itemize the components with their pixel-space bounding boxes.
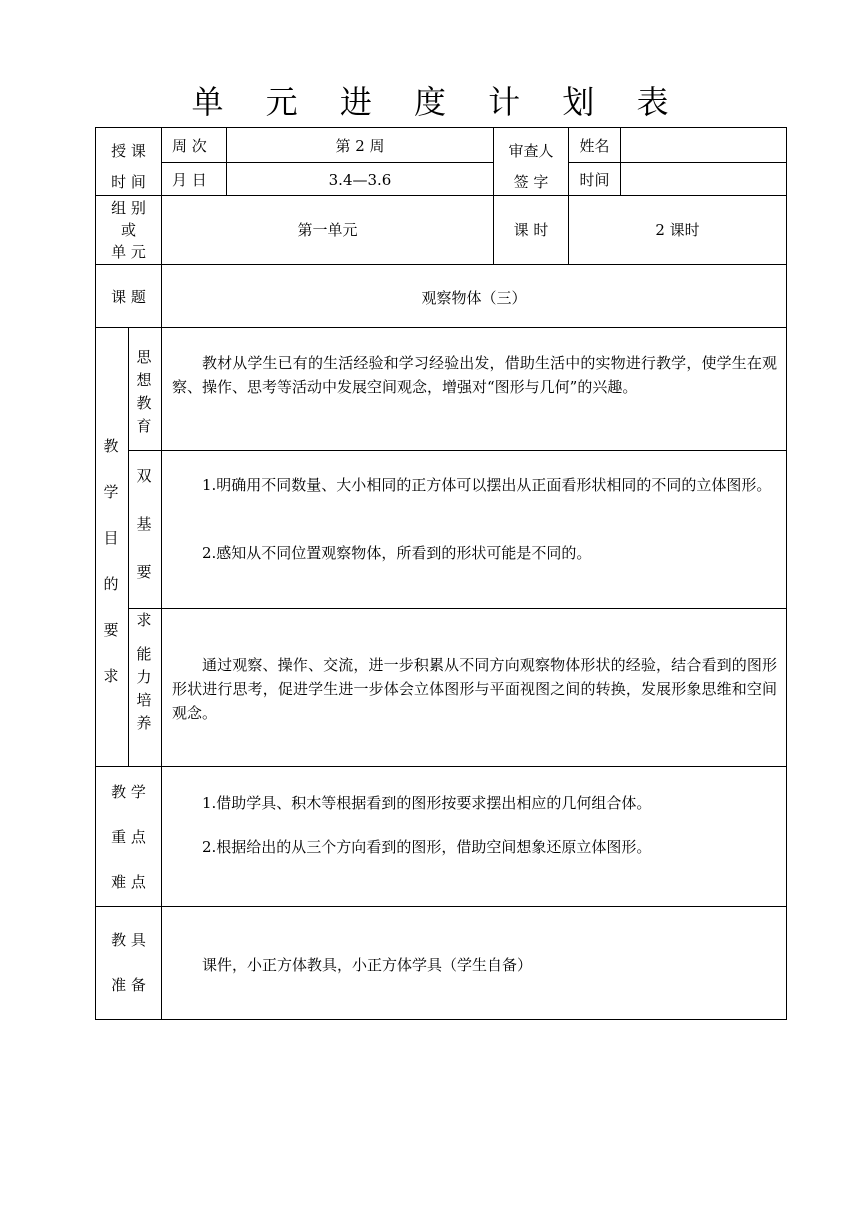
key-points-label-line3: 难 点 [111, 873, 146, 891]
unit-label-line3: 单 元 [111, 243, 146, 261]
ability-label: 能 力 培 养 [136, 645, 152, 732]
teach-time-label-bottom: 时 间 [111, 173, 146, 191]
key-point-2: 2.根据给出的从三个方向看到的图形，借助空间想象还原立体图形。 [202, 838, 652, 856]
page-title: 单 元 进 度 计 划 表 [191, 83, 685, 121]
name-label: 姓名 [579, 137, 610, 155]
teach-time-label-top: 授 课 [111, 142, 146, 160]
moral-text: 教材从学生已有的生活经验和学习经验出发，借助生活中的实物进行教学，使学生在观察、操作、思考等活动中发展空间观念，增强对“图形与几何”的兴趣。 [172, 354, 777, 396]
ability-text: 通过观察、操作、交流，进一步积累从不同方向观察物体形状的经验，结合看到的图形形状进行思考，促进学生进一步体会立体图形与平面视图之间的转换，发展形象思维和空间观念。 [172, 656, 777, 722]
unit-label-line1: 组 别 [111, 199, 146, 217]
topic-label: 课 题 [111, 288, 146, 306]
basics-item-2: 2.感知从不同位置观察物体，所看到的形状可能是不同的。 [202, 544, 592, 562]
reviewer-label-top: 审查人 [508, 142, 554, 160]
materials-label-line2: 准 备 [111, 976, 146, 994]
hours-label: 课 时 [513, 221, 549, 239]
moral-label: 思 想 教 育 [136, 348, 152, 435]
goals-label: 教 学 目 的 要 求 [103, 437, 119, 685]
materials-text: 课件，小正方体教具，小正方体学具（学生自备） [202, 956, 533, 974]
topic-value: 观察物体（三） [421, 289, 527, 307]
date-value: 3.4—3.6 [328, 171, 392, 189]
materials-label-line1: 教 具 [111, 931, 146, 949]
week-label: 周 次 [172, 137, 207, 155]
hours-value: 2 课时 [655, 221, 700, 239]
unit-label-line2: 或 [120, 221, 136, 239]
reviewer-label-bottom: 签 字 [513, 173, 549, 191]
basics-item-1: 1.明确用不同数量、大小相同的正方体可以摆出从正面看形状相同的不同的立体图形。 [202, 476, 772, 494]
basics-label: 双 基 要 求 [136, 467, 152, 629]
time-label: 时间 [579, 171, 610, 189]
key-point-1: 1.借助学具、积木等根据看到的图形按要求摆出相应的几何组合体。 [202, 794, 652, 812]
date-label: 月 日 [172, 171, 207, 189]
key-points-label-line2: 重 点 [111, 828, 146, 846]
key-points-label-line1: 教 学 [111, 783, 146, 801]
unit-value: 第一单元 [297, 221, 358, 239]
week-value: 第 2 周 [335, 137, 385, 155]
